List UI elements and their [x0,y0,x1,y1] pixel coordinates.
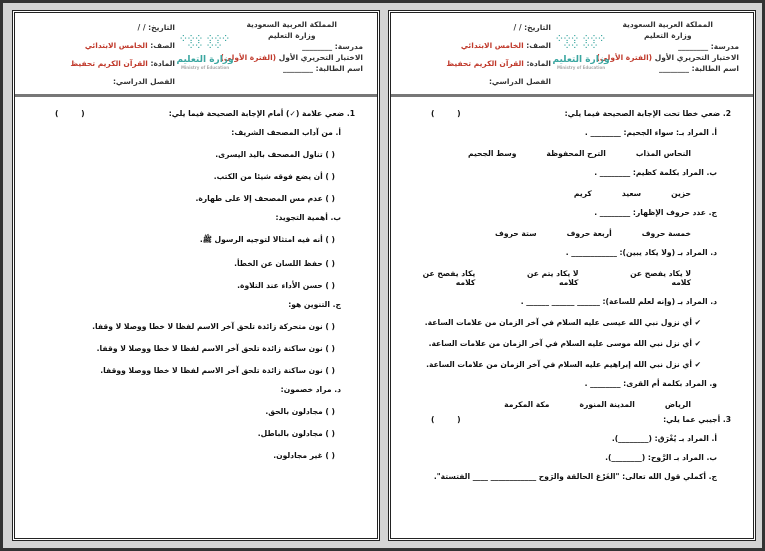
answer-option: ( ) مجادلون بالباطل. [257,429,335,438]
question-part-label: ج. عدد حروف الإظهار: ________ . [594,208,717,217]
choice: حزين [671,189,691,198]
question-part-label: ب. أهمية التجويد: [275,213,341,222]
question-title [401,415,731,424]
answer-option: ( ) مجادلون بالحق. [265,407,335,416]
check-text: أي نزل نبي الله إبراهيم عليه السلام في آخر الزمان من علامات الساعة. [426,360,692,369]
kingdom-text: المملكة العربية السعودية [246,20,337,29]
question-text: 3. أجيبي عما يلي: [663,415,731,424]
question-part-label: أ. المراد بـ: سواء الجحيم: ________ . [584,128,717,137]
ministry-logo: ⁘⁘⁘ ⁘⁘⁘ ⁘⁘ ⁘⁘ وزارة التعليم Ministry of Education [552,34,610,70]
school-field: مدرسة: ________ [302,42,363,51]
choice: المدينة المنورة [579,400,635,409]
answer-option: ( ) نون ساكنة زائدة تلحق آخر الاسم لفظا لا خطا ووصلا لا وقفا. [96,344,335,353]
exam-title: الاختبار التحريري الأول [278,53,363,62]
answer-option: ( ) حفظ اللسان عن الخطأ. [234,259,335,268]
question-part-label: د. المراد بـ (وإنه لعلم للساعة): ______ ______ ______ . [520,297,717,306]
question-part-label: أ. من آداب المصحف الشريف: [231,128,341,137]
choice: مكة المكرمة [504,400,550,409]
page-header: المملكة العربية السعودية وزارة التعليم مدرسة: ________ الاختبار التحريري الأول (الفترة الأولى) اسم الطالبة: ________ ⁘⁘⁘ ⁘⁘⁘ ⁘⁘ ⁘⁘ وزارة التعليم Ministry of Education التاريخ: / / الصف: الخامس الابتدائي المادة: القرآن الكريم تحفيظ الفصل الدراسي: [15,13,377,97]
student-name-field: اسم الطالبة: ________ [283,64,363,73]
choice: كريم [573,189,592,198]
question-part-label: ب. المراد بكلمة كظيم: ________ . [594,168,717,177]
grade-value: الخامس الابتدائي [84,41,148,50]
choice-row [401,229,691,238]
choice: لا يكاد يتم عن كلامه [526,269,579,287]
score-box: ( ) [431,109,461,118]
choice: الترح المحفوظة [546,149,606,158]
choice-row [401,269,691,287]
answer-option: ( ) غير مجادلون. [273,451,335,460]
choice: الرياض [664,400,691,409]
date-field: التاريخ: / / [137,23,175,32]
short-answer-item: ب. المراد بـ الرَّوح: (________). [605,453,717,462]
check-text: أي نزل نبي الله موسى عليه السلام في آخر الزمان من علامات الساعة. [428,339,692,348]
check-option [401,360,701,369]
check-option [401,339,701,348]
answer-option: ( ) نون متحركة زائدة تلحق آخر الاسم لفظا لا خطا ووصلا لا وقفا. [92,322,335,331]
question-1 [15,97,377,460]
choice-row [401,189,691,198]
choice: أربعة حروف [566,229,612,238]
short-answer-item: أ. المراد بـ يُغْرَق: (________). [611,434,717,443]
question-text: 1. ضعي علامة (✓) أمام الإجابة الصحيحة فيما يلي: [168,109,355,118]
short-answer-item: ج. أكملي قول الله تعالى: "الغَرْغ الحالقة والرَوح ____________ ____ الفتستة". [433,472,717,481]
choice: سعيد [621,189,642,198]
score-box: ( ) [431,415,461,424]
answer-option: ( ) أنه فيه امتثالا لتوجيه الرسول ﷺ. [199,235,335,244]
question-part-label: د. المراد بـ (ولا يكاد يبين): ____________ . [565,248,717,257]
question-part-label: ج. التنوين هو: [288,300,341,309]
choice-row [401,400,691,409]
term-field: الفصل الدراسي: [112,77,175,86]
ministry-text: وزارة التعليم [267,31,316,40]
choice: خمسة حروف [641,229,691,238]
check-icon: ✔ [691,339,701,348]
choice: وسط الجحيم [468,149,517,158]
answer-option: ( ) تناول المصحف باليد اليسرى. [215,150,335,159]
choice-row [401,149,691,158]
choice: يكاد يفصح عن كلامه [422,269,476,287]
exam-page-1 [12,10,380,541]
question-part-label: و. المراد بكلمة أم القرى: ________ . [584,379,717,388]
ministry-logo: ⁘⁘⁘ ⁘⁘⁘ ⁘⁘ ⁘⁘ وزارة التعليم Ministry of Education [176,34,234,70]
page-header: المملكة العربية السعودية وزارة التعليم مدرسة: ________ الاختبار التحريري الأول (الفترة الأولى) اسم الطالبة: ________ ⁘⁘⁘ ⁘⁘⁘ ⁘⁘ ⁘⁘ وزارة التعليم Ministry of Education التاريخ: / / الصف: الخامس الابتدائي المادة: القرآن الكريم تحفيظ الفصل الدراسي: [391,13,753,97]
questions-2-3 [391,97,753,481]
score-box: ( ) [55,109,85,118]
question-title [401,109,731,118]
choice: لا يكاد يفصح عن كلامه [630,269,691,287]
question-text: 2. ضعي خطا تحت الإجابة الصحيحة فيما يلي: [564,109,731,118]
answer-option: ( ) عدم مس المصحف إلا على طهارة. [195,194,335,203]
exam-page-2 [388,10,756,541]
question-title [25,109,355,118]
answer-option: ( ) حسن الأداء عند التلاوة. [237,281,335,290]
check-option [401,318,701,327]
subject-value: القرآن الكريم تحفيظ [70,59,148,68]
choice: النحاس المذاب [635,149,691,158]
answer-option: ( ) نون ساكنة زائدة تلحق آخر الاسم لفظا لا خطا ووصلا ووقفا. [100,366,335,375]
question-part-label: د. مراد خصمون: [280,385,341,394]
check-icon: ✔ [691,318,701,327]
choice: ستة حروف [495,229,537,238]
check-icon: ✔ [691,360,701,369]
answer-option: ( ) أن يضع فوقه شيئا من الكتب. [213,172,335,181]
check-text: أي نزول نبي الله عيسى عليه السلام في آخر الزمان من علامات الساعة. [424,318,692,327]
exam-period: (الفترة الأولى) [220,53,277,62]
